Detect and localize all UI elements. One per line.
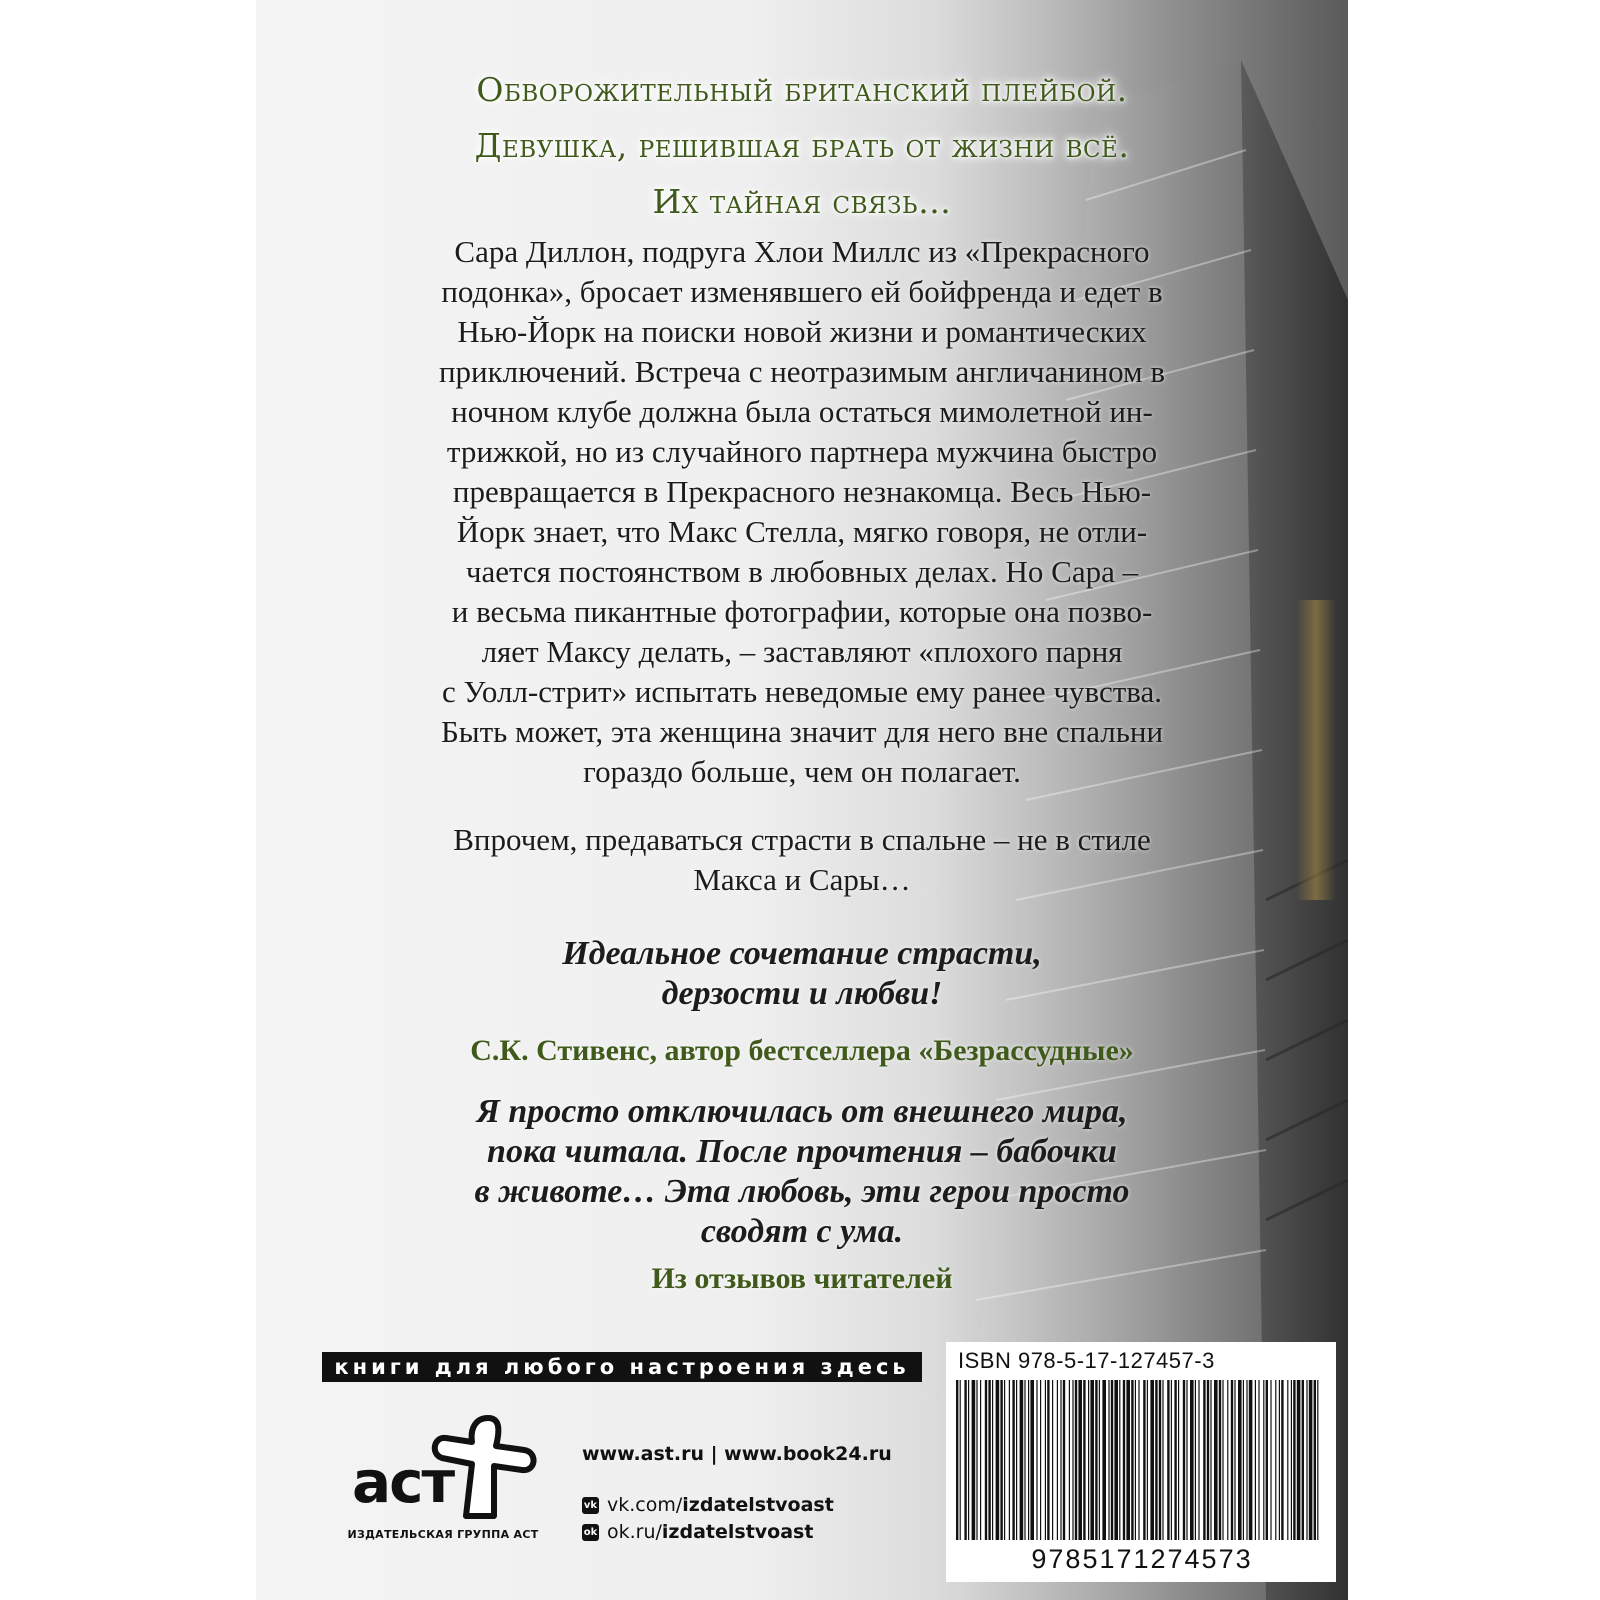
barcode-bar (1057, 1380, 1058, 1540)
barcode-bar (1020, 1380, 1024, 1540)
barcode-bar (1275, 1380, 1276, 1540)
barcode-bar (1219, 1380, 1221, 1540)
barcode-bar (1126, 1380, 1130, 1540)
closing-line: Макса и Сары… (693, 862, 911, 897)
barcode-bar (972, 1380, 976, 1540)
barcode-bar (1069, 1380, 1070, 1540)
quote-1 (256, 934, 1348, 1014)
barcode-bar (1183, 1380, 1185, 1540)
barcode-bar (1088, 1380, 1089, 1540)
synopsis-line: с Уолл-стрит» испытать неведомые ему ранее чувства. (441, 674, 1163, 709)
quote-line: сводят с ума. (700, 1213, 904, 1250)
synopsis-line: Быть может, эта женщина значит для него вне спальни (440, 714, 1164, 749)
barcode-bar (1287, 1380, 1288, 1540)
synopsis-line: трижкой, но из случайного партнера мужчина быстро (446, 434, 1158, 469)
barcode-bar (1108, 1380, 1109, 1540)
synopsis (256, 232, 1348, 792)
barcode-bar (1198, 1380, 1199, 1540)
synopsis-line: подонка», бросает изменявшего ей бойфренда и едет в (441, 274, 1163, 309)
synopsis-line: ляет Максу делать, – заставляют «плохого парня (481, 634, 1123, 669)
barcode-bar (1291, 1380, 1292, 1540)
barcode (956, 1380, 1326, 1542)
quote-line: пока читала. После прочтения – бабочки (487, 1133, 1117, 1170)
barcode-bar (1083, 1380, 1085, 1540)
barcode-bar (1114, 1380, 1118, 1540)
barcode-bar (980, 1380, 981, 1540)
barcode-bar (1000, 1380, 1002, 1540)
vk-handle: izdatelstvoast (682, 1494, 834, 1516)
quote-line: Идеальное сочетание страсти, (562, 935, 1042, 972)
barcode-bar (960, 1380, 961, 1540)
barcode-bar (1102, 1380, 1106, 1540)
barcode-bar (1052, 1380, 1053, 1540)
barcode-bar (1234, 1380, 1235, 1540)
barcode-bar (1317, 1380, 1318, 1540)
quote-2 (256, 1092, 1348, 1252)
barcode-bar (1075, 1380, 1077, 1540)
tagline-2: Девушка, решившая брать от жизни всё. (474, 126, 1130, 165)
quote-line: дерзости и любви! (661, 975, 943, 1012)
barcode-bar (1078, 1380, 1082, 1540)
barcode-bar (1279, 1380, 1280, 1540)
barcode-bar (1162, 1380, 1163, 1540)
vk-link[interactable] (582, 1494, 834, 1516)
barcode-bar (1190, 1380, 1194, 1540)
synopsis-line: приключений. Встреча с неотразимым англичанином в (438, 354, 1166, 389)
barcode-bar (1028, 1380, 1029, 1540)
barcode-bar (1227, 1380, 1228, 1540)
barcode-bar (1045, 1380, 1046, 1540)
barcode-bar (1178, 1380, 1179, 1540)
barcode-bar (1095, 1380, 1097, 1540)
barcode-bar (1203, 1380, 1205, 1540)
barcode-bar (1016, 1380, 1017, 1540)
barcode-bar (1214, 1380, 1218, 1540)
barcode-bar (1255, 1380, 1256, 1540)
ast-logo (338, 1398, 558, 1548)
barcode-bar (1119, 1380, 1120, 1540)
synopsis-line: превращается в Прекрасного незнакомца. Весь Нью- (452, 474, 1152, 509)
synopsis-line: Йорк знает, что Макс Стелла, мягко говоря, не отли- (456, 514, 1148, 549)
barcode-bar (956, 1380, 958, 1540)
barcode-bar (1258, 1380, 1259, 1540)
barcode-bar (1135, 1380, 1136, 1540)
barcode-bar (964, 1380, 966, 1540)
barcode-bar (1293, 1380, 1295, 1540)
synopsis-line: Сара Диллон, подруга Хлои Миллс из «Прекрасного (454, 234, 1150, 269)
ok-prefix: ok.ru/ (607, 1521, 662, 1543)
barcode-bar (1246, 1380, 1247, 1540)
synopsis-line: гораздо больше, чем он полагает. (583, 754, 1021, 789)
back-cover (256, 0, 1348, 1600)
barcode-bar (1309, 1380, 1313, 1540)
barcode-bar (1222, 1380, 1223, 1540)
tagline-3: Их тайная связь… (652, 182, 952, 221)
ok-handle: izdatelstvoast (661, 1521, 814, 1543)
ok-icon: ok (582, 1524, 599, 1541)
barcode-bar (1174, 1380, 1176, 1540)
barcode-bar (1263, 1380, 1264, 1540)
barcode-bar (1004, 1380, 1005, 1540)
barcode-bar (992, 1380, 993, 1540)
barcode-bar (1167, 1380, 1169, 1540)
website-links[interactable]: www.ast.ru | www.book24.ru (582, 1443, 892, 1465)
barcode-bar (1072, 1380, 1073, 1540)
synopsis-line: и весьма пикантные фотографии, которые она позво- (451, 594, 1153, 629)
barcode-bar (1306, 1380, 1307, 1540)
quote-2-attribution: Из отзывов читателей (651, 1262, 953, 1295)
barcode-bar (1207, 1380, 1209, 1540)
barcode-bar (1047, 1380, 1049, 1540)
ast-logo-text: аст (352, 1448, 454, 1516)
barcode-bar (1060, 1380, 1061, 1540)
barcode-bar (1147, 1380, 1148, 1540)
synopsis-line: Нью-Йорк на поиски новой жизни и романтических (457, 314, 1147, 349)
barcode-bar (1266, 1380, 1268, 1540)
vk-prefix: vk.com/ (607, 1494, 683, 1516)
barcode-bar (968, 1380, 969, 1540)
barcode-bar (1024, 1380, 1025, 1540)
barcode-bar (1040, 1380, 1041, 1540)
barcode-bar (1123, 1380, 1125, 1540)
barcode-bar (1150, 1380, 1154, 1540)
closing-paragraph (256, 820, 1348, 900)
synopsis-line: ночном клубе должна была остаться мимолетной ин- (451, 394, 1153, 429)
barcode-digits: 9785171274573 (1031, 1544, 1253, 1574)
barcode-bar (988, 1380, 990, 1540)
barcode-bar (1195, 1380, 1196, 1540)
barcode-bar (1131, 1380, 1133, 1540)
barcode-bar (1314, 1380, 1316, 1540)
isbn-label: ISBN 978-5-17-127457-3 (958, 1348, 1215, 1373)
barcode-bar (1155, 1380, 1157, 1540)
barcode-bar (1030, 1380, 1034, 1540)
synopsis-line: чается постоянством в любовных делах. Но Сара – (465, 554, 1139, 589)
closing-line: Впрочем, предаваться страсти в спальне – не в стиле (453, 822, 1151, 857)
barcode-bar (1036, 1380, 1037, 1540)
barcode-bar (1270, 1380, 1271, 1540)
barcode-bar (1249, 1380, 1253, 1540)
barcode-bar (1231, 1380, 1233, 1540)
barcode-bar (1138, 1380, 1139, 1540)
barcode-bar (1281, 1380, 1283, 1540)
barcode-bar (1171, 1380, 1172, 1540)
barcode-bar (1210, 1380, 1211, 1540)
barcode-bar (1009, 1380, 1010, 1540)
ok-link[interactable] (582, 1521, 813, 1543)
barcode-bar (1238, 1380, 1242, 1540)
barcode-bar (1090, 1380, 1094, 1540)
vk-icon: vk (582, 1497, 599, 1514)
barcode-bar (976, 1380, 977, 1540)
publisher-name: ИЗДАТЕЛЬСКАЯ ГРУППА АСТ (347, 1528, 539, 1541)
barcode-bar (1063, 1380, 1065, 1540)
barcode-bar (996, 1380, 1000, 1540)
tagline-1: Обворожительный британский плейбой. (476, 70, 1128, 109)
quote-line: Я просто отключилась от внешнего мира, (476, 1093, 1128, 1130)
tagline-banner: книги для любого настроения здесь (322, 1352, 922, 1382)
barcode-bar (1297, 1380, 1301, 1540)
barcode-bar (985, 1380, 987, 1540)
barcode-bar (1111, 1380, 1113, 1540)
quote-line: в животе… Эта любовь, эти герои просто (474, 1173, 1130, 1210)
barcode-box (946, 1342, 1336, 1582)
barcode-bar (1159, 1380, 1161, 1540)
barcode-bar (1143, 1380, 1145, 1540)
barcode-bar (1012, 1380, 1014, 1540)
barcode-bar (1302, 1380, 1304, 1540)
barcode-bar (1099, 1380, 1100, 1540)
barcode-bar (1243, 1380, 1244, 1540)
barcode-bar (1186, 1380, 1187, 1540)
quote-1-attribution: С.К. Стивенс, автор бестселлера «Безрассудные» (470, 1034, 1134, 1067)
